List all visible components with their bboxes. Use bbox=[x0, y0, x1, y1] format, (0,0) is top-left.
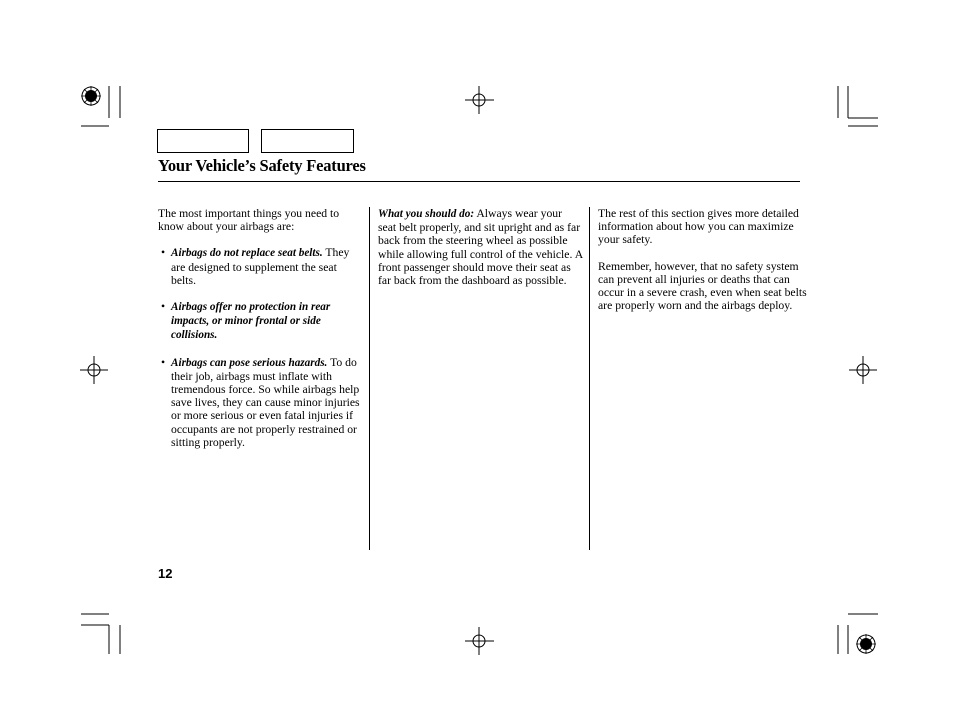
column-divider-1 bbox=[369, 207, 370, 550]
column-3 bbox=[598, 207, 808, 312]
bullet-item bbox=[158, 300, 362, 343]
crosshair-right bbox=[849, 356, 877, 384]
header-tab-box-2 bbox=[261, 129, 354, 153]
bullet-glyph: • bbox=[161, 300, 166, 314]
title-rule bbox=[158, 181, 800, 182]
bullet-body: They are designed to supplement the seat belts. bbox=[171, 246, 350, 287]
column-1 bbox=[158, 207, 362, 449]
header-tab-box-1 bbox=[157, 129, 249, 153]
column-2 bbox=[378, 207, 583, 287]
what-to-do-lead: What you should do: bbox=[378, 208, 475, 220]
starburst-target-top-left bbox=[81, 86, 101, 106]
starburst-target-bottom-right bbox=[856, 634, 876, 654]
crosshair-bottom-center bbox=[465, 627, 494, 655]
bullet-body: To do their job, airbags must inflate with tremendous force. So while airbags help save lives, they can cause minor injuries or more serious or even fatal injuries if occupants are not properly restrained or sitting properly. bbox=[171, 355, 360, 449]
bullet-lead: Airbags offer no protection in rear impacts, or minor frontal or side collisions. bbox=[171, 301, 331, 342]
page-number: 12 bbox=[158, 566, 173, 581]
bullet-lead: Airbags do not replace seat belts. bbox=[171, 247, 323, 260]
bullet-lead: Airbags can pose serious hazards. bbox=[171, 356, 328, 369]
crosshair-top-center bbox=[465, 86, 494, 114]
bullet-glyph: • bbox=[161, 246, 166, 260]
column-divider-2 bbox=[589, 207, 590, 550]
crosshair-left bbox=[80, 356, 108, 384]
column-2-text bbox=[378, 207, 583, 287]
column-3-paragraph-2: Remember, however, that no safety system can prevent all injuries or deaths that can occur in a severe crash, even when seat belts are properly worn and the airbags deploy. bbox=[598, 259, 807, 313]
what-to-do-body: Always wear your seat belt properly, and sit upright and as far back from the steering wheel as possible while allowing full control of the vehicle. A front passenger should move their seat as far back from the dashboard as possible. bbox=[378, 207, 583, 288]
column-1-intro: The most important things you need to know about your airbags are: bbox=[158, 207, 340, 234]
bullet-item bbox=[158, 246, 362, 287]
bullet-glyph: • bbox=[161, 355, 166, 369]
bullet-item bbox=[158, 356, 362, 449]
section-title: Your Vehicle’s Safety Features bbox=[158, 156, 366, 175]
column-3-paragraph-1: The rest of this section gives more detailed information about how you can maximize your safety. bbox=[598, 207, 799, 247]
